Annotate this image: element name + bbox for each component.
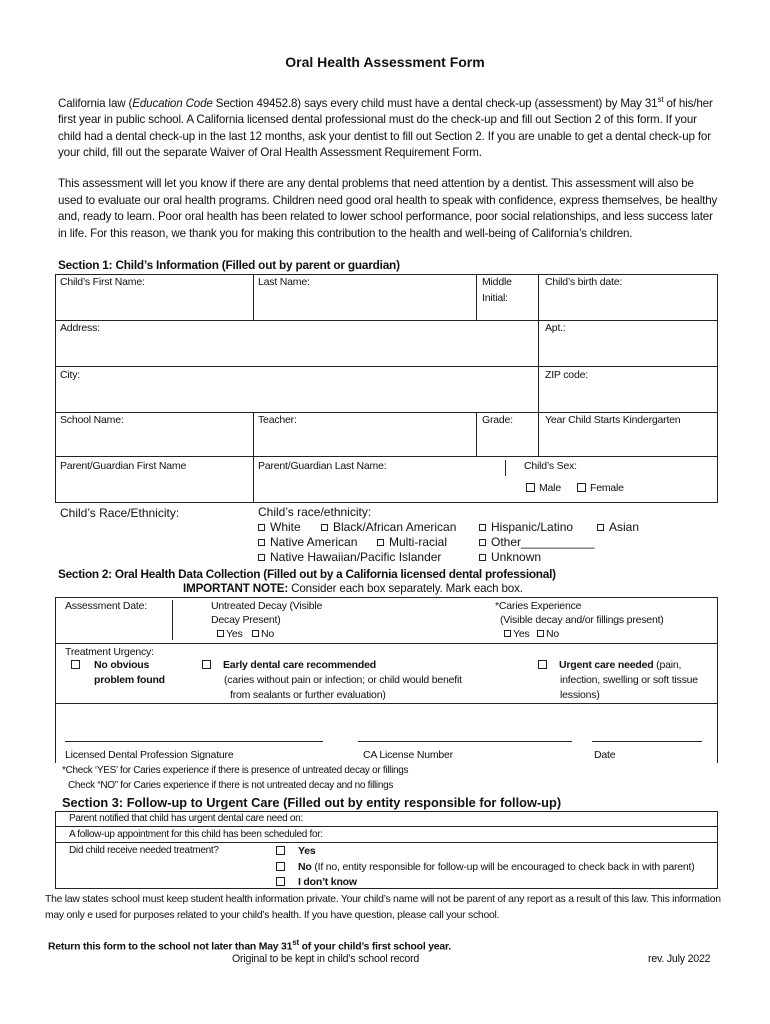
race-multiracial-checkbox[interactable]: Multi-racial xyxy=(377,535,447,549)
first-name-field[interactable]: Child’s First Name: xyxy=(60,276,145,288)
intro-paragraph-2: This assessment will let you know if there are any dental problems that need attention by a dentist. This assessment will also be used to evaluate our oral health programs. Children need good oral health to speak with confidence, express themselves, be healthy and, ready to learn. Poor oral health has been related to lower school performance, poor social relationships, and less success later in life. For this reason, we thank you for making this contribution to the health and well-being of California’s children. xyxy=(58,177,718,240)
checkbox-icon xyxy=(276,877,285,886)
race-white-checkbox[interactable]: White xyxy=(258,520,301,534)
parent-notified-field[interactable]: Parent notified that child has urgent dental care need on: xyxy=(69,813,303,824)
checkbox-icon xyxy=(377,539,384,546)
form-title: Oral Health Assessment Form xyxy=(285,54,485,70)
signature-label: Licensed Dental Profession Signature xyxy=(65,749,234,761)
checkbox-icon xyxy=(479,554,486,561)
checkbox-icon xyxy=(577,483,586,492)
received-treatment-label: Did child receive needed treatment? xyxy=(69,845,219,856)
race-unknown-checkbox[interactable]: Unknown xyxy=(479,550,541,564)
race-black-checkbox[interactable]: Black/African American xyxy=(321,520,456,534)
urgent-care-checkbox[interactable]: Urgent care needed (pain, xyxy=(538,659,681,671)
school-name-field[interactable]: School Name: xyxy=(60,414,124,426)
race-hispanic-checkbox[interactable]: Hispanic/Latino xyxy=(479,520,573,534)
section2-heading: Section 2: Oral Health Data Collection (Filled out by a California licensed dental professional) xyxy=(58,567,556,581)
checkbox-icon xyxy=(321,524,328,531)
apt-field[interactable]: Apt.: xyxy=(545,322,566,334)
middle-initial-label-1: Middle xyxy=(482,276,512,288)
no-obvious-problem-checkbox[interactable]: No obvious xyxy=(71,659,149,671)
license-label: CA License Number xyxy=(363,749,453,761)
sex-female-checkbox[interactable]: Female xyxy=(577,482,624,494)
checkbox-icon xyxy=(71,660,80,669)
birth-date-field[interactable]: Child’s birth date: xyxy=(545,276,623,288)
urgent-care-desc-1: infection, swelling or soft tissue xyxy=(560,674,698,686)
race-ethnicity-label: Child’s Race/Ethnicity: xyxy=(60,506,180,520)
date-label: Date xyxy=(594,749,616,761)
last-name-field[interactable]: Last Name: xyxy=(258,276,310,288)
treatment-urgency-label: Treatment Urgency: xyxy=(65,646,154,658)
race-hawaiian-checkbox[interactable]: Native Hawaiian/Pacific Islander xyxy=(258,550,441,564)
urgent-care-desc-2: lessions) xyxy=(560,689,600,701)
caries-footnote-2: Check “NO” for Caries experience if there is not untreated decay and no fillings xyxy=(68,780,394,791)
decay-yes-checkbox[interactable]: Yes xyxy=(217,628,243,640)
signature-line[interactable] xyxy=(65,741,323,742)
original-record-note: Original to be kept in child’s school record xyxy=(232,953,420,965)
address-field[interactable]: Address: xyxy=(60,322,100,334)
caries-footnote-1: *Check ‘YES’ for Caries experience if there is presence of untreated decay or fillings xyxy=(62,765,409,776)
checkbox-icon xyxy=(202,660,211,669)
kindergarten-year-field[interactable]: Year Child Starts Kindergarten xyxy=(545,414,681,426)
checkbox-icon xyxy=(217,630,224,637)
early-care-desc-2: from sealants or further evaluation) xyxy=(230,689,386,701)
checkbox-icon xyxy=(504,630,511,637)
caries-experience-label-2: (Visible decay and/or fillings present) xyxy=(500,614,664,626)
assessment-date-field[interactable]: Assessment Date: xyxy=(65,600,147,612)
checkbox-icon xyxy=(479,539,486,546)
license-line[interactable] xyxy=(358,741,572,742)
zip-field[interactable]: ZIP code: xyxy=(545,369,588,381)
caries-no-checkbox[interactable]: No xyxy=(537,628,559,640)
section1-heading: Section 1: Child’s Information (Filled out by parent or guardian) xyxy=(58,258,400,272)
return-instructions: Return this form to the school not later than May 31st of your child’s first school year. xyxy=(48,938,451,953)
checkbox-icon xyxy=(276,846,285,855)
revision-date: rev. July 2022 xyxy=(648,953,711,965)
decay-no-checkbox[interactable]: No xyxy=(252,628,274,640)
early-care-checkbox[interactable]: Early dental care recommended xyxy=(202,659,376,671)
sex-male-checkbox[interactable]: Male xyxy=(526,482,561,494)
city-field[interactable]: City: xyxy=(60,369,81,381)
race-other-checkbox[interactable]: Other___________ xyxy=(479,535,594,549)
treatment-no-checkbox[interactable]: No (If no, entity responsible for follow-up will be encouraged to check back in with parent) xyxy=(276,861,695,873)
intro-paragraph-1: California law (Education Code Section 49452.8) says every child must have a dental check-up (assessment) by May 31st of his/her first year in public school. A California licensed dental professional must do the check-up and fill out Section 2 of this form. If your child had a dental check-up in the last 12 months, ask your dentist to fill out Section 2. If you are unable to get a dental check-up for your child, fill out the separate Waiver of Oral Health Assessment Requirement Form. xyxy=(58,95,713,160)
checkbox-icon xyxy=(526,483,535,492)
important-note: IMPORTANT NOTE: Consider each box separately. Mark each box. xyxy=(183,582,523,595)
parent-last-name-field[interactable]: Parent/Guardian Last Name: xyxy=(258,460,387,472)
checkbox-icon xyxy=(276,862,285,871)
caries-yes-checkbox[interactable]: Yes xyxy=(504,628,530,640)
treatment-unknown-checkbox[interactable]: I don’t know xyxy=(276,876,357,888)
child-sex-label: Child’s Sex: xyxy=(524,460,577,472)
checkbox-icon xyxy=(258,539,265,546)
caries-experience-label-1: *Caries Experience xyxy=(495,600,582,612)
follow-up-appointment-field[interactable]: A follow-up appointment for this child has been scheduled for: xyxy=(69,829,323,840)
privacy-notice: The law states school must keep student health information private. Your child’s name will not be parent of any report as a result of this law. This information may only e used for purposes related to your child’s health. If you have question, please call your school. xyxy=(45,894,721,921)
treatment-yes-checkbox[interactable]: Yes xyxy=(276,845,316,857)
section3-heading: Section 3: Follow-up to Urgent Care (Filled out by entity responsible for follow-up) xyxy=(62,795,562,810)
checkbox-icon xyxy=(597,524,604,531)
checkbox-icon xyxy=(479,524,486,531)
checkbox-icon xyxy=(537,630,544,637)
race-ethnicity-heading: Child’s race/ethnicity: xyxy=(258,505,372,519)
grade-field[interactable]: Grade: xyxy=(482,414,513,426)
untreated-decay-label-2: Decay Present) xyxy=(211,614,281,626)
race-asian-checkbox[interactable]: Asian xyxy=(597,520,639,534)
untreated-decay-label-1: Untreated Decay (Visible xyxy=(211,600,323,612)
checkbox-icon xyxy=(258,554,265,561)
checkbox-icon xyxy=(538,660,547,669)
early-care-desc-1: (caries without pain or infection; or child would benefit xyxy=(224,674,462,686)
parent-first-name-field[interactable]: Parent/Guardian First Name xyxy=(60,460,187,472)
race-native-american-checkbox[interactable]: Native American xyxy=(258,535,357,549)
middle-initial-field[interactable]: Initial: xyxy=(482,292,508,304)
date-line[interactable] xyxy=(592,741,702,742)
checkbox-icon xyxy=(252,630,259,637)
no-obvious-problem-label-2: problem found xyxy=(94,674,165,686)
teacher-field[interactable]: Teacher: xyxy=(258,414,297,426)
checkbox-icon xyxy=(258,524,265,531)
